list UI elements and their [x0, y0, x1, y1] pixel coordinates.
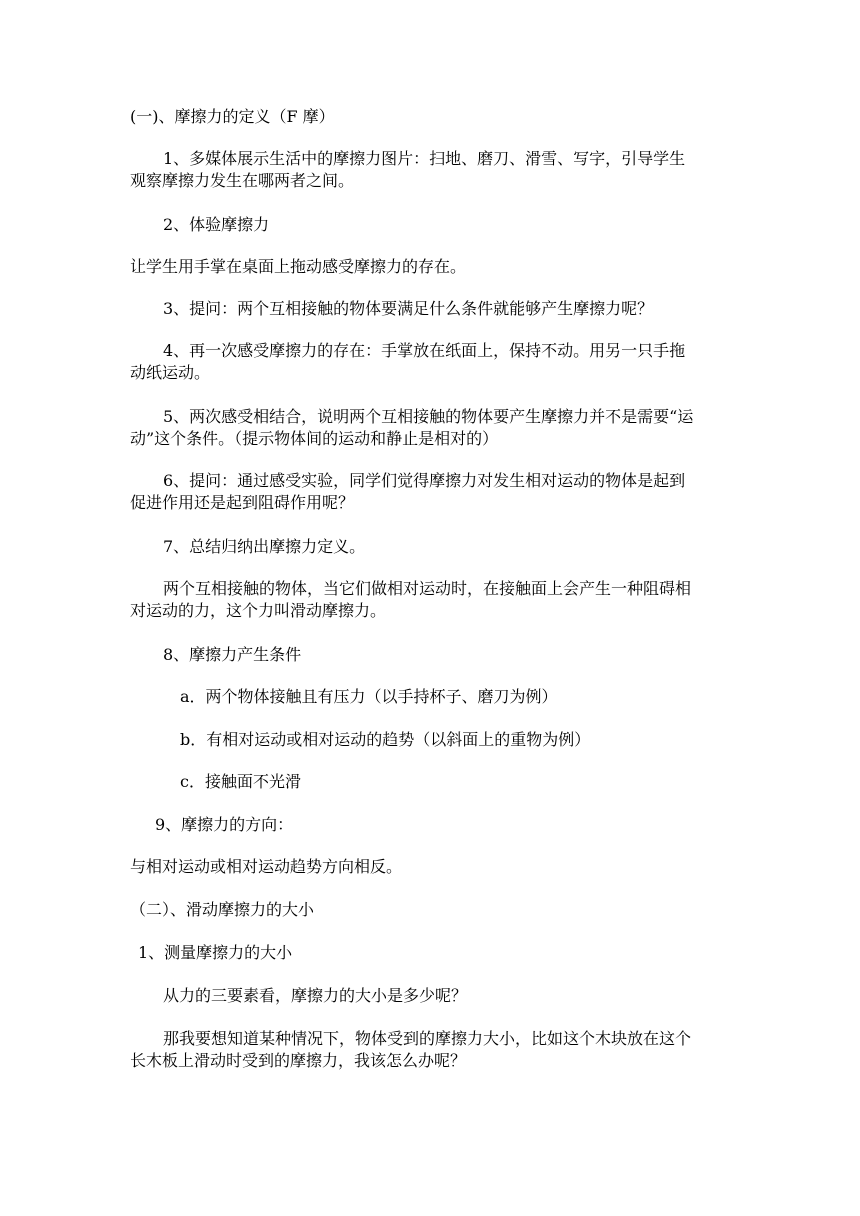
- section-heading-magnitude: （二）、滑动摩擦力的大小: [130, 900, 315, 919]
- paragraph-item-9: 9、摩擦力的方向：: [155, 815, 294, 834]
- condition-a: a．两个物体接触且有压力（以手持杯子、磨刀为例）: [180, 687, 558, 706]
- paragraph-question-1: 从力的三要素看，摩擦力的大小是多少呢？: [163, 986, 468, 1005]
- section-heading-definition: (一)、摩擦力的定义（F 摩）: [130, 107, 335, 126]
- paragraph-item-9-text: 与相对运动或相对运动趋势方向相反。: [130, 857, 403, 876]
- paragraph-line: 4、再一次感受摩擦力的存在：手掌放在纸面上，保持不动。用另一只手拖: [163, 341, 686, 360]
- sub-heading-measure: 1、测量摩擦力的大小: [138, 943, 293, 962]
- paragraph-item-6: [130, 470, 732, 514]
- paragraph-line: 动纸运动。: [130, 363, 211, 382]
- paragraph-item-1: [130, 148, 732, 192]
- paragraph-line: 对运动的力，这个力叫滑动摩擦力。: [130, 601, 387, 620]
- paragraph-item-3: 3、提问：两个互相接触的物体要满足什么条件就能够产生摩擦力呢？: [163, 299, 654, 318]
- paragraph-line: 促进作用还是起到阻碍作用呢？: [130, 493, 355, 512]
- paragraph-item-2-text: 让学生用手掌在桌面上拖动感受摩擦力的存在。: [130, 257, 467, 276]
- paragraph-item-2: 2、体验摩擦力: [163, 215, 270, 234]
- paragraph-item-7: 7、总结归纳出摩擦力定义。: [163, 537, 366, 556]
- condition-c: c．接触面不光滑: [180, 772, 301, 791]
- condition-b: b．有相对运动或相对运动的趋势（以斜面上的重物为例）: [180, 730, 591, 749]
- paragraph-line: 5、两次感受相结合，说明两个互相接触的物体要产生摩擦力并不是需要“运: [163, 407, 694, 426]
- paragraph-line: 观察摩擦力发生在哪两者之间。: [130, 171, 355, 190]
- paragraph-definition: [130, 578, 732, 622]
- paragraph-item-8: 8、摩擦力产生条件: [163, 645, 302, 664]
- paragraph-line: 两个互相接触的物体，当它们做相对运动时，在接触面上会产生一种阻碍相: [163, 579, 692, 598]
- paragraph-question-2: [130, 1028, 732, 1072]
- paragraph-line: 1、多媒体展示生活中的摩擦力图片：扫地、磨刀、滑雪、写字，引导学生: [163, 149, 686, 168]
- paragraph-line: 长木板上滑动时受到的摩擦力，我该怎么办呢？: [130, 1051, 467, 1070]
- paragraph-item-4: [130, 340, 732, 384]
- paragraph-line: 那我要想知道某种情况下，物体受到的摩擦力大小，比如这个木块放在这个: [163, 1029, 692, 1048]
- paragraph-line: 6、提问：通过感受实验，同学们觉得摩擦力对发生相对运动的物体是起到: [163, 471, 686, 490]
- paragraph-item-5: [130, 406, 732, 450]
- paragraph-line: 动”这个条件。（提示物体间的运动和静止是相对的）: [130, 429, 499, 448]
